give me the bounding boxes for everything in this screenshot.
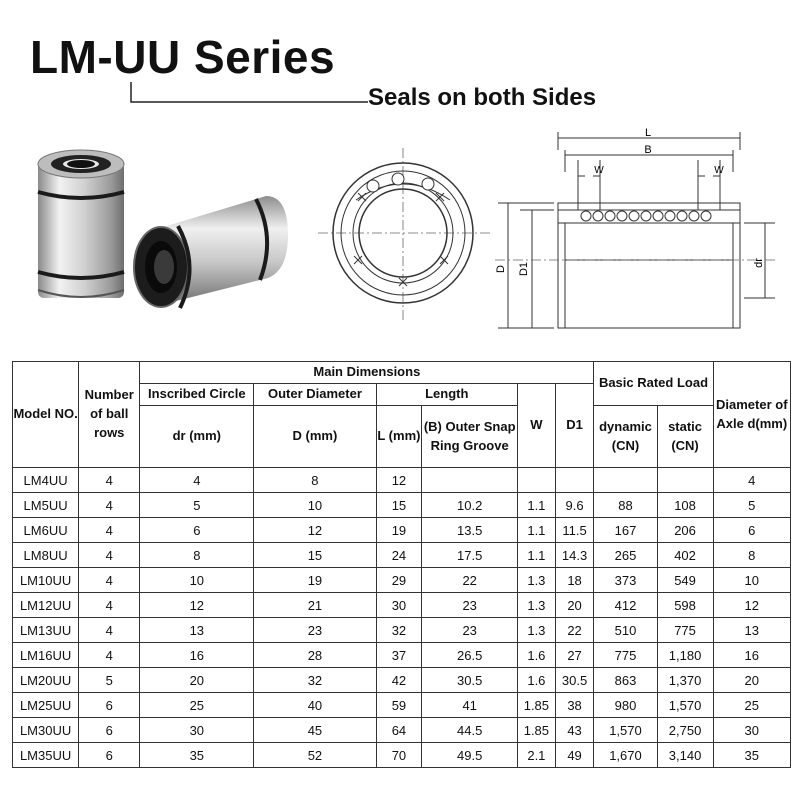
cell-model: LM8UU (13, 543, 79, 568)
header-main-dimensions: Main Dimensions (140, 362, 594, 384)
cell-ball-rows: 6 (79, 693, 140, 718)
cell-dynamic: 1,670 (594, 743, 657, 768)
cell-D1: 18 (555, 568, 594, 593)
cell-D: 10 (254, 493, 376, 518)
cell-dynamic: 88 (594, 493, 657, 518)
cell-B: 10.2 (422, 493, 518, 518)
cell-axle: 30 (713, 718, 790, 743)
cell-B: 26.5 (422, 643, 518, 668)
header-axle-diameter: Diameter of Axle d(mm) (713, 362, 790, 468)
cell-model: LM16UU (13, 643, 79, 668)
cell-W: 1.3 (518, 618, 556, 643)
cell-D1: 43 (555, 718, 594, 743)
cell-static: 108 (657, 493, 713, 518)
cell-dr: 16 (140, 643, 254, 668)
cell-ball-rows: 4 (79, 593, 140, 618)
table-row (13, 718, 791, 743)
cell-B: 44.5 (422, 718, 518, 743)
cell-D1: 30.5 (555, 668, 594, 693)
cell-W: 1.6 (518, 668, 556, 693)
cell-D1 (555, 468, 594, 493)
cell-W: 1.1 (518, 493, 556, 518)
cell-L: 42 (376, 668, 422, 693)
cell-model: LM12UU (13, 593, 79, 618)
cell-W: 1.3 (518, 593, 556, 618)
table-row (13, 743, 791, 768)
page-title: LM-UU Series (30, 31, 336, 83)
cell-ball-rows: 6 (79, 743, 140, 768)
cell-dynamic: 863 (594, 668, 657, 693)
cell-dynamic: 1,570 (594, 718, 657, 743)
cell-axle: 16 (713, 643, 790, 668)
header-inscribed-circle: Inscribed Circle (140, 384, 254, 406)
header-length: Length (376, 384, 518, 406)
header-B: (B) Outer Snap Ring Groove (422, 406, 518, 468)
cell-B: 13.5 (422, 518, 518, 543)
cell-dynamic: 265 (594, 543, 657, 568)
cell-dynamic: 980 (594, 693, 657, 718)
cell-static: 206 (657, 518, 713, 543)
cell-model: LM5UU (13, 493, 79, 518)
header-static: static (CN) (657, 406, 713, 468)
table-row (13, 568, 791, 593)
cell-dr: 30 (140, 718, 254, 743)
cell-D1: 27 (555, 643, 594, 668)
cell-L: 37 (376, 643, 422, 668)
cell-W: 1.1 (518, 543, 556, 568)
dim-label-dr: dr (753, 258, 765, 268)
cell-dr: 10 (140, 568, 254, 593)
cell-axle: 6 (713, 518, 790, 543)
cell-ball-rows: 4 (79, 493, 140, 518)
cell-D: 21 (254, 593, 376, 618)
cell-L: 12 (376, 468, 422, 493)
cell-D1: 11.5 (555, 518, 594, 543)
cell-W: 1.1 (518, 518, 556, 543)
cell-D: 15 (254, 543, 376, 568)
cell-D: 12 (254, 518, 376, 543)
cell-W: 2.1 (518, 743, 556, 768)
cell-D: 19 (254, 568, 376, 593)
upright-bearing (38, 150, 124, 298)
header-L: L (mm) (376, 406, 422, 468)
cell-axle: 25 (713, 693, 790, 718)
cell-dr: 13 (140, 618, 254, 643)
cell-L: 30 (376, 593, 422, 618)
cell-static: 1,180 (657, 643, 713, 668)
cell-D: 40 (254, 693, 376, 718)
dim-label-D1: D1 (518, 261, 530, 277)
cell-W: 1.85 (518, 693, 556, 718)
cell-D: 45 (254, 718, 376, 743)
cell-static: 775 (657, 618, 713, 643)
table-row (13, 693, 791, 718)
cell-dynamic: 373 (594, 568, 657, 593)
cell-L: 59 (376, 693, 422, 718)
cell-L: 70 (376, 743, 422, 768)
cell-axle: 12 (713, 593, 790, 618)
cell-B: 17.5 (422, 543, 518, 568)
table-row (13, 518, 791, 543)
cell-ball-rows: 4 (79, 618, 140, 643)
cell-L: 64 (376, 718, 422, 743)
cell-B (422, 468, 518, 493)
cell-ball-rows: 4 (79, 643, 140, 668)
table-row (13, 618, 791, 643)
header-dynamic: dynamic (CN) (594, 406, 657, 468)
cell-model: LM30UU (13, 718, 79, 743)
cell-W: 1.85 (518, 718, 556, 743)
cell-model: LM35UU (13, 743, 79, 768)
cell-dynamic (594, 468, 657, 493)
header-dr: dr (mm) (140, 406, 254, 468)
cell-L: 15 (376, 493, 422, 518)
cell-model: LM20UU (13, 668, 79, 693)
cell-dynamic: 775 (594, 643, 657, 668)
table-row (13, 468, 791, 493)
cell-axle: 8 (713, 543, 790, 568)
cell-dr: 4 (140, 468, 254, 493)
cell-ball-rows: 5 (79, 668, 140, 693)
cell-dr: 5 (140, 493, 254, 518)
page-subtitle: Seals on both Sides (368, 84, 597, 111)
cell-dynamic: 412 (594, 593, 657, 618)
cell-B: 22 (422, 568, 518, 593)
cell-D1: 14.3 (555, 543, 594, 568)
cell-dynamic: 510 (594, 618, 657, 643)
dim-label-w-right: W (714, 165, 724, 176)
cell-axle: 4 (713, 468, 790, 493)
cell-axle: 5 (713, 493, 790, 518)
cell-W: 1.6 (518, 643, 556, 668)
cell-D: 23 (254, 618, 376, 643)
header-model: Model NO. (13, 362, 79, 468)
cell-ball-rows: 4 (79, 468, 140, 493)
cell-axle: 20 (713, 668, 790, 693)
cell-L: 19 (376, 518, 422, 543)
lying-bearing (134, 196, 288, 308)
dim-label-B: B (644, 144, 652, 156)
table-row (13, 493, 791, 518)
table-row (13, 543, 791, 568)
header-ball-rows: Number of ball rows (79, 362, 140, 468)
cell-D: 8 (254, 468, 376, 493)
cell-D: 52 (254, 743, 376, 768)
cell-axle: 13 (713, 618, 790, 643)
cell-ball-rows: 4 (79, 568, 140, 593)
cell-dr: 8 (140, 543, 254, 568)
cell-static: 598 (657, 593, 713, 618)
dim-label-w-left: W (594, 165, 604, 176)
cell-static: 1,370 (657, 668, 713, 693)
header-W: W (518, 384, 556, 468)
cell-D1: 22 (555, 618, 594, 643)
cell-D1: 49 (555, 743, 594, 768)
cell-dr: 35 (140, 743, 254, 768)
cell-ball-rows: 4 (79, 543, 140, 568)
cell-model: LM10UU (13, 568, 79, 593)
header-D1: D1 (555, 384, 594, 468)
table-row (13, 643, 791, 668)
cell-dr: 6 (140, 518, 254, 543)
cell-static: 2,750 (657, 718, 713, 743)
cell-dr: 25 (140, 693, 254, 718)
cell-model: LM4UU (13, 468, 79, 493)
cell-dynamic: 167 (594, 518, 657, 543)
cell-D1: 9.6 (555, 493, 594, 518)
header-outer-diameter: Outer Diameter (254, 384, 376, 406)
dim-label-D: D (495, 265, 507, 273)
cell-axle: 10 (713, 568, 790, 593)
cell-static: 1,570 (657, 693, 713, 718)
table-row (13, 593, 791, 618)
cell-W: 1.3 (518, 568, 556, 593)
cell-dr: 12 (140, 593, 254, 618)
table-row (13, 668, 791, 693)
cell-D: 28 (254, 643, 376, 668)
cell-model: LM13UU (13, 618, 79, 643)
cell-ball-rows: 6 (79, 718, 140, 743)
cell-L: 24 (376, 543, 422, 568)
cell-dr: 20 (140, 668, 254, 693)
cell-D1: 20 (555, 593, 594, 618)
bearing-side-section-diagram (490, 120, 780, 335)
specification-table (12, 361, 791, 768)
cell-static: 549 (657, 568, 713, 593)
bearing-product-photo (30, 140, 300, 320)
cell-B: 49.5 (422, 743, 518, 768)
table-body (13, 468, 791, 768)
cell-B: 41 (422, 693, 518, 718)
cell-ball-rows: 4 (79, 518, 140, 543)
cell-model: LM25UU (13, 693, 79, 718)
cell-B: 30.5 (422, 668, 518, 693)
cell-axle: 35 (713, 743, 790, 768)
cell-B: 23 (422, 593, 518, 618)
cell-D: 32 (254, 668, 376, 693)
cell-L: 29 (376, 568, 422, 593)
cell-static: 3,140 (657, 743, 713, 768)
cell-D1: 38 (555, 693, 594, 718)
cell-static: 402 (657, 543, 713, 568)
cell-L: 32 (376, 618, 422, 643)
cell-W (518, 468, 556, 493)
header-D: D (mm) (254, 406, 376, 468)
cell-B: 23 (422, 618, 518, 643)
header-basic-rated-load: Basic Rated Load (594, 362, 713, 406)
cell-static (657, 468, 713, 493)
dim-label-L: L (644, 127, 652, 139)
cell-model: LM6UU (13, 518, 79, 543)
bearing-end-view-diagram (318, 148, 493, 323)
